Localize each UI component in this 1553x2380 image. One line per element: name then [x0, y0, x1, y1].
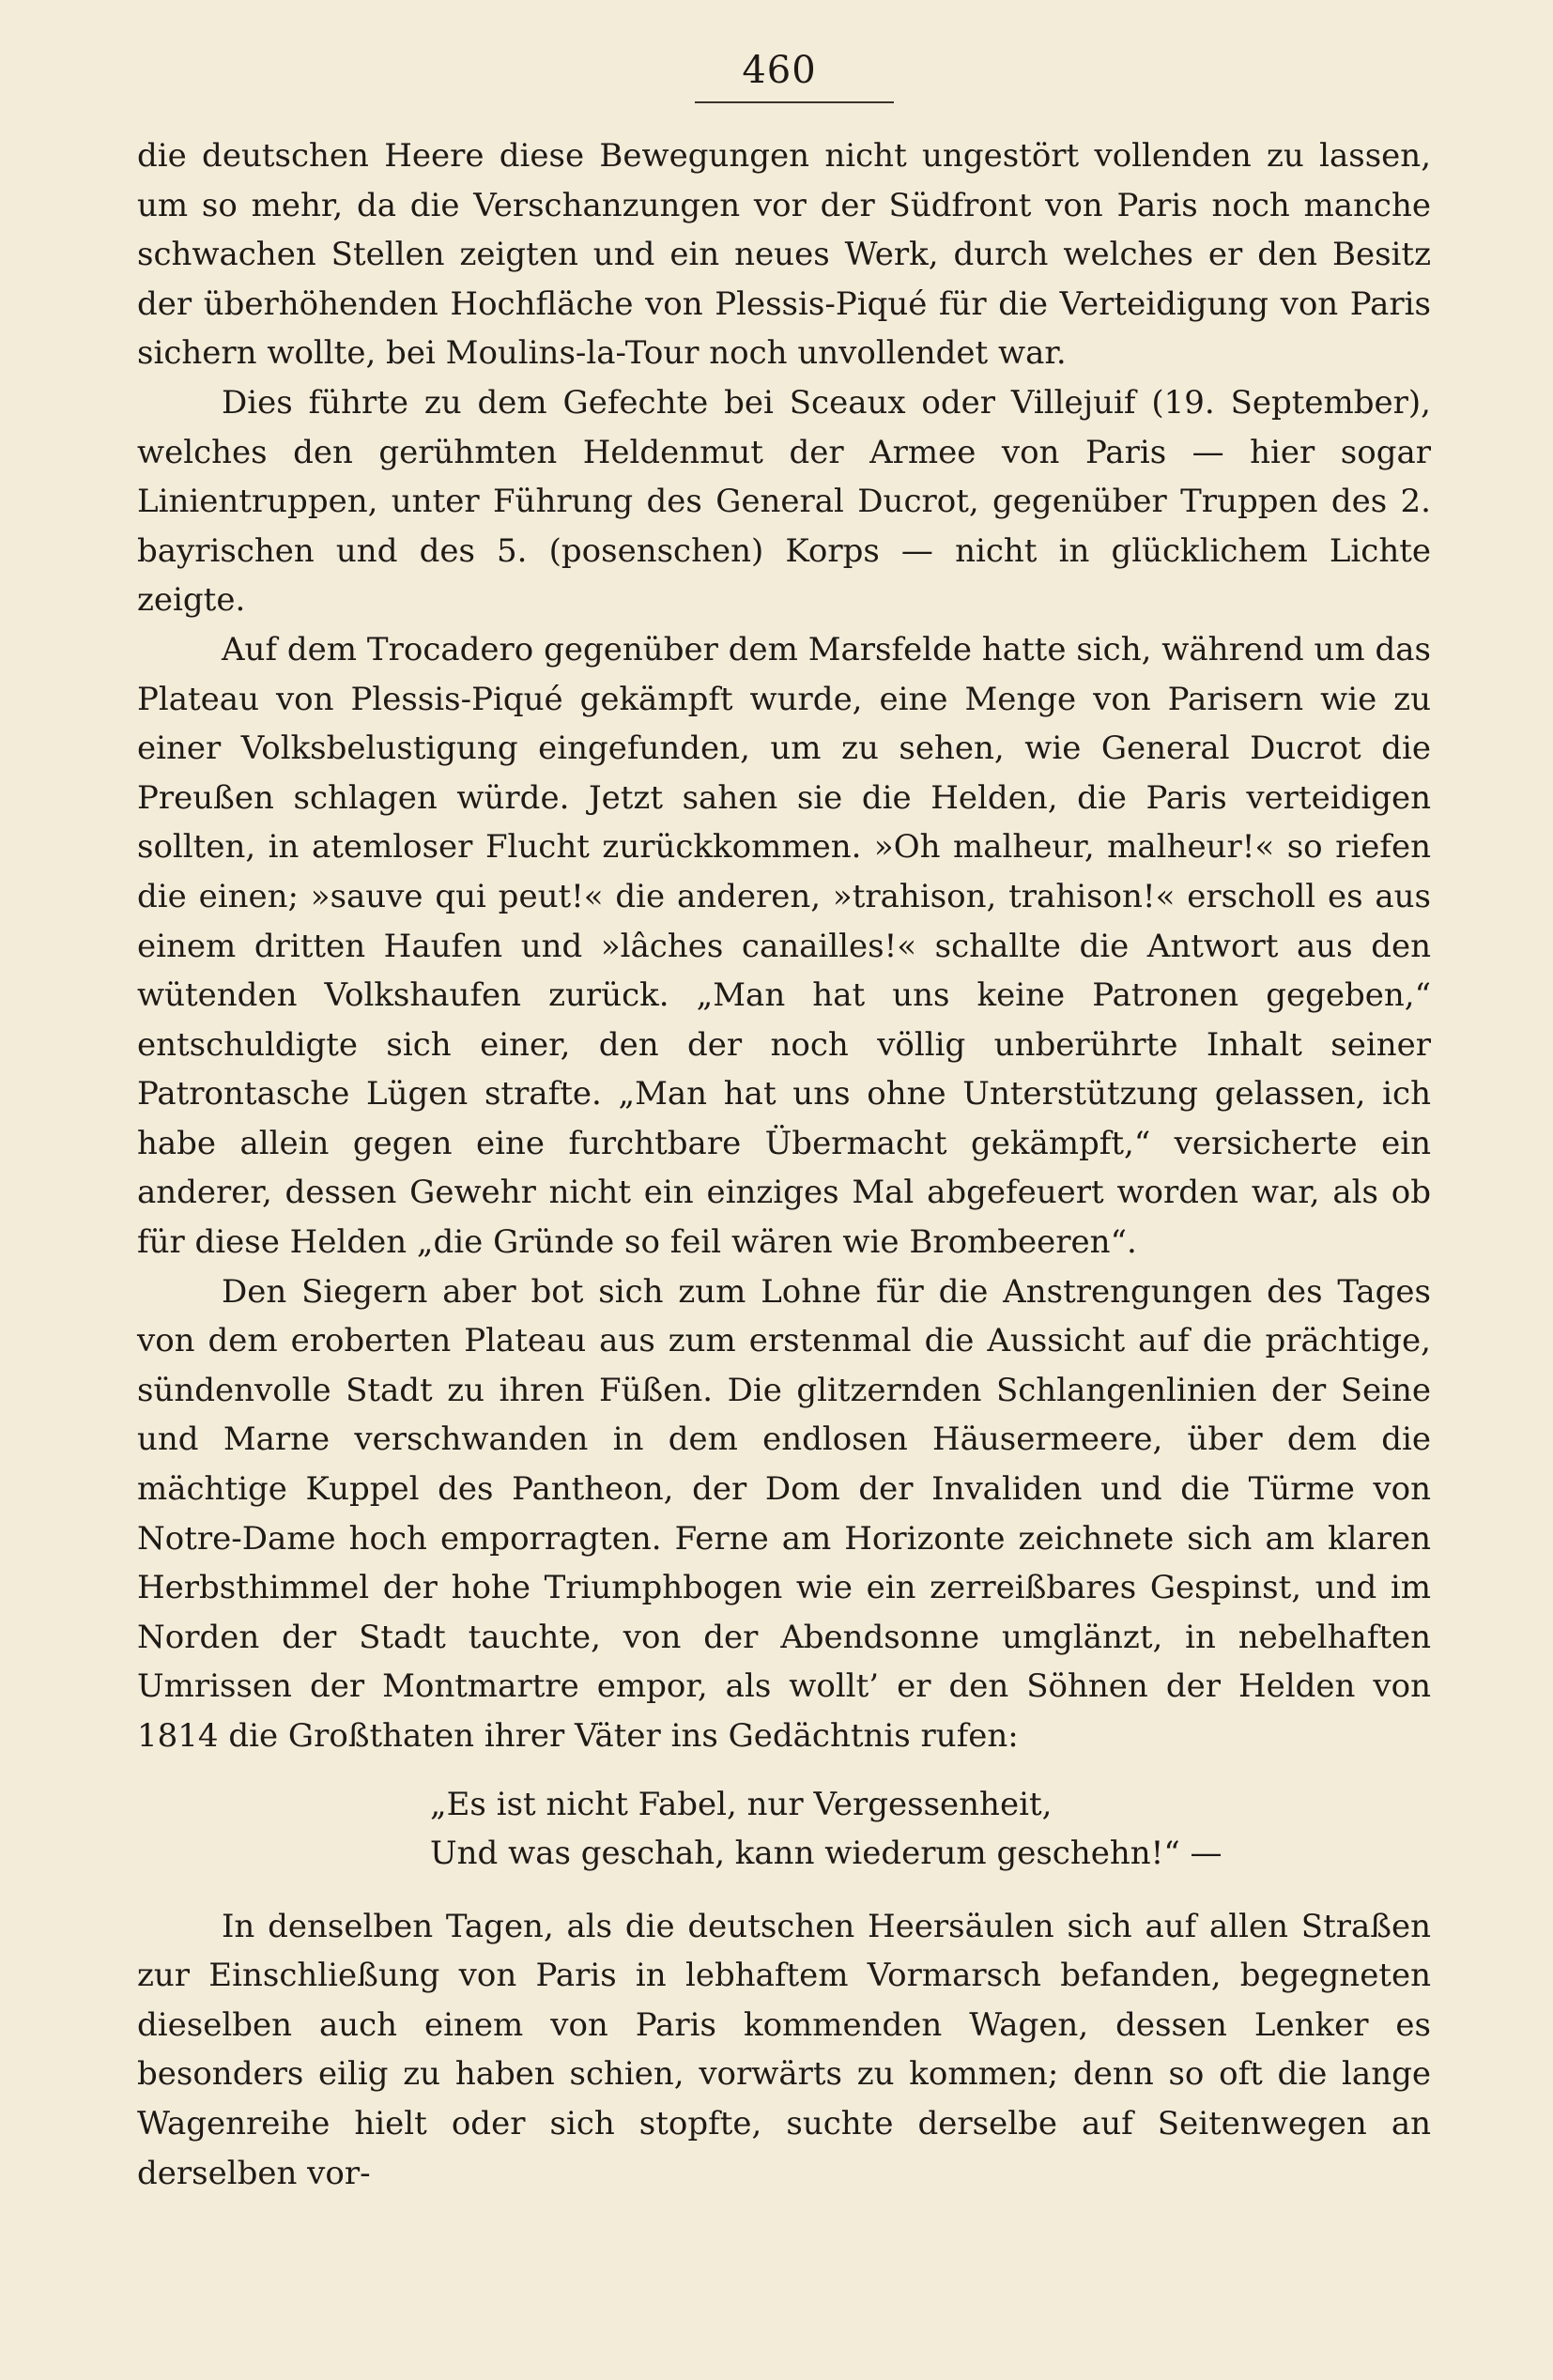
body-text: [137, 131, 1431, 2198]
paragraph-sceaux: Dies führte zu dem Gefechte bei Sceaux oder Villejuif (19. September), welches den gerühmten Heldenmut der Armee von Paris — hier sogar Linientruppen, unter Führung des General Ducrot, gegenüber Truppen des 2. bayrischen und des 5. (posenschen) Korps — nicht in glücklichem Lichte zeigte.: [137, 383, 1431, 620]
paragraph-trocadero: Auf dem Trocadero gegenüber dem Marsfelde hatte sich, während um das Plateau von Plessis-Piqué gekämpft wurde, eine Menge von Parisern wie zu einer Volksbelustigung eingefunden, um zu sehen, wie General Ducrot die Preußen schlagen würde. Jetzt sahen sie die Helden, die Paris verteidigen sollten, in atemloser Flucht zurückkommen. »Oh malheur, malheur!« so riefen die einen; »sauve qui peut!« die anderen, »trahison, trahison!« erscholl es aus einem dritten Haufen und »lâches canailles!« schallte die Antwort aus den wütenden Volkshaufen zurück. „Man hat uns keine Patronen gegeben,“ entschuldigte sich einer, den der noch völlig unberührte Inhalt seiner Patrontasche Lügen strafte. „Man hat uns ohne Unterstützung gelassen, ich habe allein gegen eine furchtbare Übermacht gekämpft,“ versicherte ein anderer, dessen Gewehr nicht ein einziges Mal abgefeuert worden war, als ob für diese Helden „die Gründe so feil wären wie Brombeeren“.: [137, 630, 1431, 1262]
header-rule: [695, 101, 894, 103]
page-number: 460: [742, 49, 817, 92]
verse-quote: [430, 1780, 1431, 1878]
paragraph-sieger: Den Siegern aber bot sich zum Lohne für die Anstrengungen des Tages von dem eroberten Plateau aus zum erstenmal die Aussicht auf die prächtige, sündenvolle Stadt zu ihren Füßen. Die glitzernden Schlangenlinien der Seine und Marne verschwanden in dem endlosen Häusermeere, über dem die mächtige Kuppel des Pantheon, der Dom der Invaliden und die Türme von Notre-Dame hoch emporragten. Ferne am Horizonte zeichnete sich am klaren Herbsthimmel der hohe Triumphbogen wie ein zerreißbares Gespinst, und im Norden der Stadt tauchte, von der Abendsonne umglänzt, in nebelhaften Umrissen der Montmartre empor, als wollt’ er den Söhnen der Helden von 1814 die Großthaten ihrer Väter ins Gedächtnis rufen:: [137, 1272, 1431, 1755]
verse-line-1: „Es ist nicht Fabel, nur Vergessenheit,: [430, 1785, 1053, 1823]
verse-line-2: Und was geschah, kann wiederum geschehn!“ —: [430, 1834, 1222, 1872]
paragraph-continuation: die deutschen Heere diese Bewegungen nicht ungestört vollenden zu lassen, um so mehr, da die Verschanzungen vor der Südfront von Paris noch manche schwachen Stellen zeigten und ein neues Werk, durch welches er den Besitz der überhöhenden Hochfläche von Plessis-Piqué für die Verteidigung von Paris sichern wollte, bei Moulins-la-Tour noch unvollendet war.: [137, 137, 1431, 373]
paragraph-wagen: In denselben Tagen, als die deutschen Heersäulen sich auf allen Straßen zur Einschließung von Paris in lebhaftem Vormarsch befanden, begegneten dieselben auch einem von Paris kommenden Wagen, dessen Lenker es besonders eilig zu haben schien, vorwärts zu kommen; denn so oft die lange Wagenreihe hielt oder sich stopfte, suchte derselbe auf Seitenwegen an derselben vor-: [137, 1907, 1431, 2192]
